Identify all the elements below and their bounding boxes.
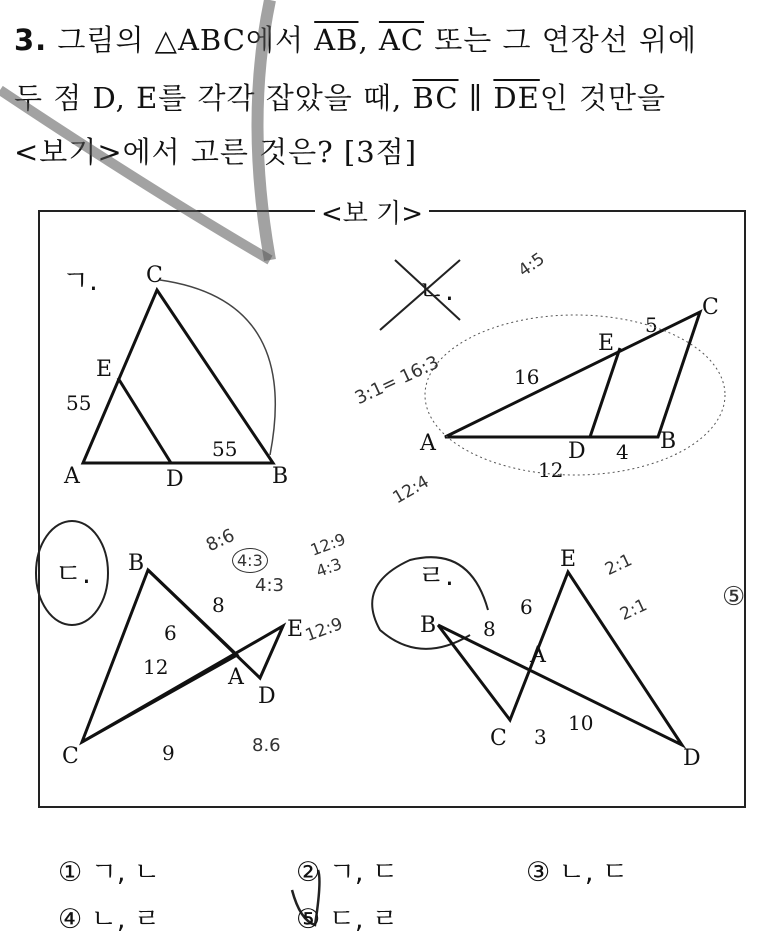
option-4-mark: ④ [58, 904, 83, 935]
hand-arc-icon [160, 280, 275, 455]
length-ab: 8 [483, 617, 496, 641]
option-4[interactable] [58, 897, 160, 936]
question-text-2a: 두 점 D, E를 각각 잡았을 때, [14, 81, 413, 115]
length-ad: 10 [568, 711, 594, 735]
triangle-abc [445, 312, 700, 437]
figure-n-label: ㄴ. [418, 274, 454, 307]
triangle-abc [438, 572, 682, 745]
question-line-3: <보기>에서 고른 것은? [3점] [14, 135, 418, 169]
option-2-mark: ② [296, 857, 321, 888]
length-db: 4 [616, 440, 629, 464]
pencil-smudge-icon [0, 90, 270, 260]
pencil-stroke-icon [258, 0, 271, 260]
option-2-text: ㄱ, ㄷ [328, 857, 399, 888]
option-3-mark: ③ [526, 857, 551, 888]
point-c-label: C [490, 726, 507, 751]
length-ae: 6 [520, 595, 533, 619]
point-c-label: C [146, 263, 163, 288]
option-5-mark: ⑤ [296, 904, 321, 935]
length-ad: 12 [538, 458, 564, 482]
segment-de-line [590, 348, 620, 437]
point-e-label: E [560, 547, 577, 572]
option-1-text: ㄱ, ㄴ [90, 857, 161, 888]
option-4-text: ㄴ, ㄹ [90, 904, 161, 935]
question-text-1a: 그림의 △ABC에서 [57, 23, 315, 57]
figure-g [62, 263, 288, 492]
length-ac: 3 [534, 725, 547, 749]
option-5-text: ㄷ, ㄹ [328, 904, 399, 935]
note-ratio: 2:1 [602, 550, 636, 580]
figure-r [372, 547, 700, 771]
option-2[interactable] [296, 850, 398, 889]
note-answer-mark: ⑤ [722, 582, 746, 612]
angle-b-value: 55 [212, 437, 238, 461]
length-ad: 8 [212, 593, 225, 617]
parallel-symbol: ∥ [458, 81, 494, 115]
figure-r-label: ㄹ. [418, 559, 454, 592]
option-1-mark: ① [58, 857, 83, 888]
point-b-label: B [272, 464, 289, 489]
point-a-label: A [530, 643, 546, 668]
question-text-1b: 또는 그 연장선 위에 [424, 23, 698, 57]
figure-d-label: ㄷ. [55, 557, 91, 590]
angle-e-value: 55 [66, 391, 92, 415]
point-b-label: B [420, 613, 437, 638]
option-1[interactable] [58, 850, 160, 889]
point-d-label: D [166, 467, 184, 492]
question-text-2b: 인 것만을 [539, 81, 667, 115]
figure-g-label: ㄱ. [62, 264, 98, 297]
point-c-label: C [702, 295, 719, 320]
length-ac: 12 [143, 655, 169, 679]
note-ratio: 2:1 [617, 595, 651, 625]
note-ratio: 4:3 [255, 575, 284, 596]
question-number: 3. [14, 23, 48, 57]
point-a-label: A [228, 665, 244, 690]
point-d-label: D [568, 439, 586, 464]
point-c-label: C [62, 744, 79, 769]
point-a-label: A [420, 431, 436, 456]
note-ratio: 12:4 [389, 471, 433, 509]
option-3[interactable] [526, 850, 628, 889]
note-ratio: 4:5 [514, 248, 549, 282]
comma: , [358, 23, 379, 57]
segment-de-line [118, 378, 171, 463]
note-ratio: 3:1= 16:3 [351, 351, 443, 410]
segment-de: $\overline{DE}$ [493, 81, 540, 115]
option-5[interactable] [296, 897, 398, 936]
segment-de-line [82, 570, 283, 742]
point-e-label: E [598, 331, 615, 356]
note-ratio: 8.6 [252, 735, 281, 756]
point-d-label: D [683, 746, 701, 771]
note-ratio: 4:3 [232, 548, 268, 573]
point-b-label: B [128, 551, 145, 576]
segment-ab: $\overline{AB}$ [314, 23, 359, 57]
note-ratio: 12:9 [307, 529, 349, 560]
note-ratio: 4:3 [313, 554, 345, 581]
length-ae: 9 [162, 741, 175, 765]
note-ratio: 12:9 [302, 614, 346, 646]
length-ae: 16 [514, 365, 540, 389]
length-ec: 5 [645, 313, 658, 337]
examples-box-title: <보 기> [315, 193, 429, 230]
note-ratio: 8:6 [202, 524, 239, 557]
point-e-label: E [96, 357, 113, 382]
segment-ac: $\overline{AC}$ [378, 23, 425, 57]
length-ab: 6 [164, 621, 177, 645]
segment-bc: $\overline{BC}$ [412, 81, 459, 115]
option-3-text: ㄴ, ㄷ [558, 857, 629, 888]
point-b-label: B [660, 429, 677, 454]
point-a-label: A [64, 464, 80, 489]
point-e-label: E [287, 617, 304, 642]
point-d-label: D [258, 684, 276, 709]
